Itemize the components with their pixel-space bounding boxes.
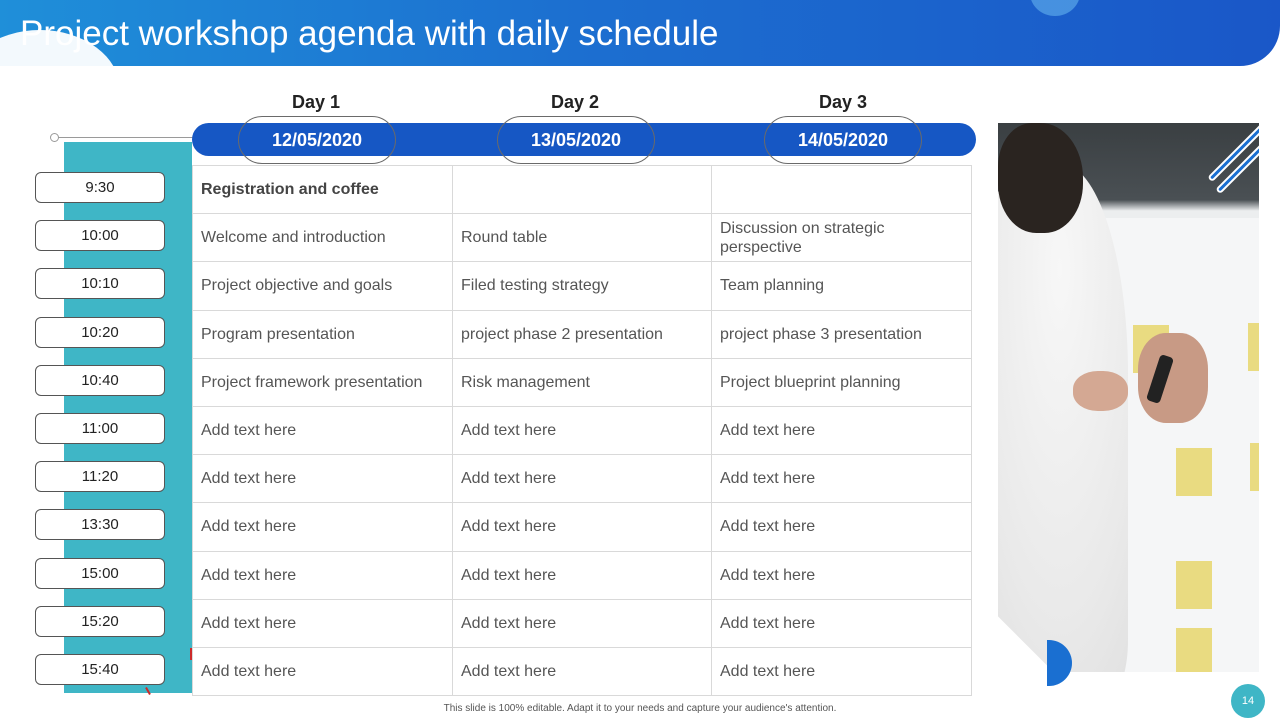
schedule-cell: Add text here (193, 599, 453, 647)
connector-dot (50, 133, 59, 142)
schedule-cell: Risk management (453, 358, 712, 406)
schedule-cell (712, 166, 972, 214)
table-row (193, 455, 972, 503)
red-tick-mark (190, 648, 192, 660)
schedule-cell: Add text here (712, 599, 972, 647)
schedule-cell: Add text here (453, 503, 712, 551)
time-slot: 13:30 (35, 509, 165, 540)
sticky-note (1176, 448, 1212, 496)
schedule-cell (453, 166, 712, 214)
schedule-table (192, 165, 972, 696)
schedule-cell: Add text here (193, 455, 453, 503)
schedule-cell: Program presentation (193, 310, 453, 358)
sticky-note (1176, 628, 1212, 672)
schedule-cell: Welcome and introduction (193, 214, 453, 262)
time-slot: 10:10 (35, 268, 165, 299)
table-row (193, 310, 972, 358)
table-row (193, 262, 972, 310)
schedule-cell: Add text here (712, 551, 972, 599)
page-number: 14 (1231, 684, 1265, 718)
schedule-cell: Add text here (453, 455, 712, 503)
day-1-date: 12/05/2020 (238, 116, 396, 164)
time-slot: 11:20 (35, 461, 165, 492)
schedule-cell: Team planning (712, 262, 972, 310)
schedule-cell: Round table (453, 214, 712, 262)
person-hair (998, 123, 1083, 233)
schedule-cell: Add text here (193, 503, 453, 551)
schedule-cell: Add text here (453, 647, 712, 695)
sticky-note (1248, 323, 1259, 371)
schedule-cell: Add text here (193, 647, 453, 695)
table-row (193, 214, 972, 262)
person-hand (1073, 371, 1128, 411)
schedule-cell: Project objective and goals (193, 262, 453, 310)
schedule-cell: Add text here (193, 551, 453, 599)
schedule-cell: Add text here (712, 406, 972, 454)
schedule-cell: Add text here (712, 647, 972, 695)
time-slot: 10:40 (35, 365, 165, 396)
schedule-cell: Add text here (453, 551, 712, 599)
header-decor-bubble (1030, 0, 1080, 16)
person-figure (998, 163, 1128, 672)
sticky-note (1250, 443, 1259, 491)
time-slot: 10:00 (35, 220, 165, 251)
sticky-note (1176, 561, 1212, 609)
schedule-cell: Filed testing strategy (453, 262, 712, 310)
schedule-cell: Add text here (193, 406, 453, 454)
time-slot: 9:30 (35, 172, 165, 203)
table-row (193, 551, 972, 599)
time-slot: 15:20 (35, 606, 165, 637)
time-slot: 11:00 (35, 413, 165, 444)
day-3-label: Day 3 (818, 92, 868, 112)
schedule-cell: Add text here (712, 503, 972, 551)
person-hand (1138, 333, 1208, 423)
table-row (193, 406, 972, 454)
table-row (193, 647, 972, 695)
day-3-date: 14/05/2020 (764, 116, 922, 164)
schedule-cell: Add text here (453, 599, 712, 647)
footer-note: This slide is 100% editable. Adapt it to your needs and capture your audience's attention. (443, 703, 837, 714)
time-slot: 10:20 (35, 317, 165, 348)
schedule-cell: project phase 3 presentation (712, 310, 972, 358)
table-row (193, 358, 972, 406)
time-slot: 15:00 (35, 558, 165, 589)
schedule-cell: Discussion on strategic perspective (712, 214, 972, 262)
day-1-label: Day 1 (291, 92, 341, 112)
schedule-cell: Add text here (453, 406, 712, 454)
connector-line (56, 137, 196, 138)
schedule-cell: project phase 2 presentation (453, 310, 712, 358)
day-2-label: Day 2 (550, 92, 600, 112)
workshop-photo (998, 123, 1259, 672)
table-row (193, 503, 972, 551)
day-2-date: 13/05/2020 (497, 116, 655, 164)
schedule-cell: Project blueprint planning (712, 358, 972, 406)
schedule-cell: Registration and coffee (193, 166, 453, 214)
schedule-cell: Project framework presentation (193, 358, 453, 406)
time-slot: 15:40 (35, 654, 165, 685)
table-row (193, 599, 972, 647)
slide-title: Project workshop agenda with daily schedule (20, 14, 719, 53)
schedule-cell: Add text here (712, 455, 972, 503)
table-row (193, 166, 972, 214)
